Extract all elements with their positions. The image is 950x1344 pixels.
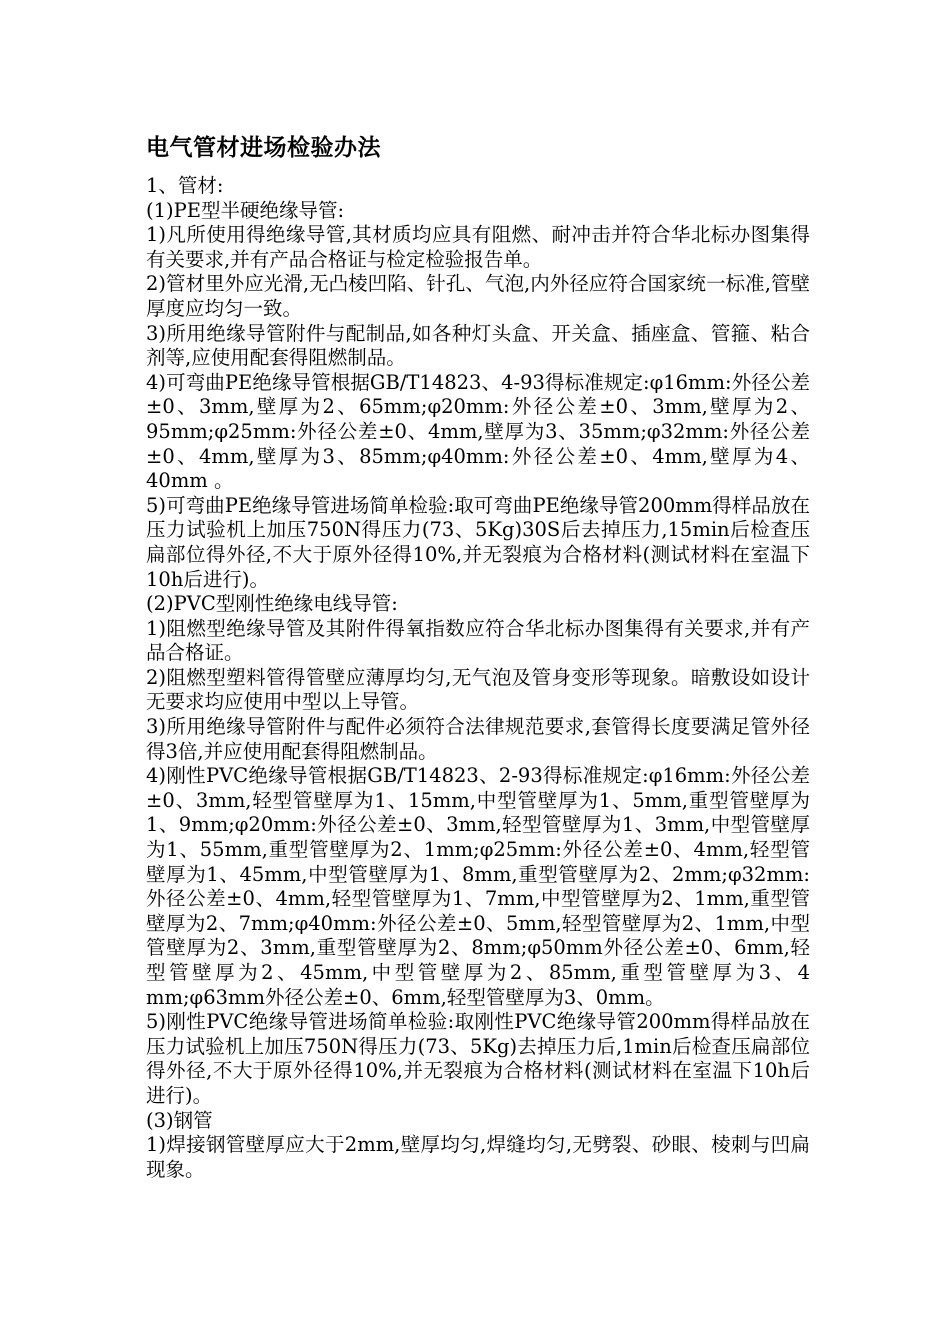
paragraph-steel-item-1: 1)焊接钢管壁厚应大于2mm,壁厚均匀,焊缝均匀,无劈裂、砂眼、棱刺与凹扁现象。: [146, 1133, 810, 1181]
paragraph-pe-item-2: 2)管材里外应光滑,无凸棱凹陷、针孔、气泡,内外径应符合国家统一标准,管壁厚度应均匀一致。: [146, 272, 810, 320]
paragraph-pvc-item-3: 3)所用绝缘导管附件与配件必须符合法律规范要求,套管得长度要满足管外径得3倍,并应使用配套得阻燃制品。: [146, 715, 810, 763]
paragraph-steel-heading: (3)钢管: [146, 1108, 213, 1132]
paragraph-pe-item-1: 1)凡所使用得绝缘导管,其材质均应具有阻燃、耐冲击并符合华北标办图集得有关要求,并有产品合格证与检定检验报告单。: [146, 223, 810, 271]
paragraph-pe-item-4: 4)可弯曲PE绝缘导管根据GB/T14823、4-93得标准规定:φ16mm:外径公差±0、3mm,壁厚为2、65mm;φ20mm:外径公差±0、3mm,壁厚为2、95mm;φ25mm:外径公差±0、4mm,壁厚为3、35mm;φ32mm:外径公差±0、4mm,壁厚为3、85mm;φ40mm:外径公差±0、4mm,壁厚为4、40mm 。: [146, 370, 810, 493]
paragraph-pe-item-5: 5)可弯曲PE绝缘导管进场简单检验:取可弯曲PE绝缘导管200mm得样品放在压力试验机上加压750N得压力(73、5Kg)30S后去掉压力,15min后检查压扁部位得外径,不大于原外径得10%,并无裂痕为合格材料(测试材料在室温下10h后进行)。: [146, 493, 810, 591]
paragraph-pe-item-3: 3)所用绝缘导管附件与配制品,如各种灯头盒、开关盒、插座盒、管箍、粘合剂等,应使用配套得阻燃制品。: [146, 321, 810, 370]
paragraph-pvc-item-4: 4)刚性PVC绝缘导管根据GB/T14823、2-93得标准规定:φ16mm:外径公差±0、3mm,轻型管壁厚为1、15mm,中型管壁厚为1、5mm,重型管壁厚为1、9mm;φ20mm:外径公差±0、3mm,轻型管壁厚为1、3mm,中型管壁厚为1、55mm,重型管壁厚为2、1mm;φ25mm:外径公差±0、4mm,轻型管壁厚为1、45mm,中型管壁厚为1、8mm,重型管壁厚为2、2mm;φ32mm:外径公差±0、4mm,轻型管壁厚为1、7mm,中型管壁厚为2、1mm,重型管壁厚为2、7mm;φ40mm:外径公差±0、5mm,轻型管壁厚为2、1mm,中型管壁厚为2、3mm,重型管壁厚为2、8mm;φ50mm外径公差±0、6mm,轻型管壁厚为2、45mm,中型管壁厚为2、85mm,重型管壁厚为3、4 mm;φ63mm外径公差±0、6mm,轻型管壁厚为3、0mm。: [146, 764, 810, 1009]
paragraph-pvc-heading: (2)PVC型刚性绝缘电线导管:: [146, 592, 398, 616]
document-body: [146, 133, 810, 1182]
document-title: 电气管材进场检验办法: [146, 135, 381, 161]
paragraph-pe-heading: (1)PE型半硬绝缘导管:: [146, 198, 345, 222]
paragraph-section-1-heading: 1、管材:: [146, 174, 224, 197]
paragraph-pvc-item-2: 2)阻燃型塑料管得管壁应薄厚均匀,无气泡及管身变形等现象。暗敷设如设计无要求均应使用中型以上导管。: [146, 665, 810, 714]
paragraph-pvc-item-1: 1)阻燃型绝缘导管及其附件得氧指数应符合华北标办图集得有关要求,并有产品合格证。: [146, 616, 810, 665]
paragraph-pvc-item-5: 5)刚性PVC绝缘导管进场简单检验:取刚性PVC绝缘导管200mm得样品放在压力试验机上加压750N得压力(73、5Kg)去掉压力后,1min后检查压扁部位得外径,不大于原外径得10%,并无裂痕为合格材料(测试材料在室温下10h后进行)。: [146, 1010, 810, 1107]
